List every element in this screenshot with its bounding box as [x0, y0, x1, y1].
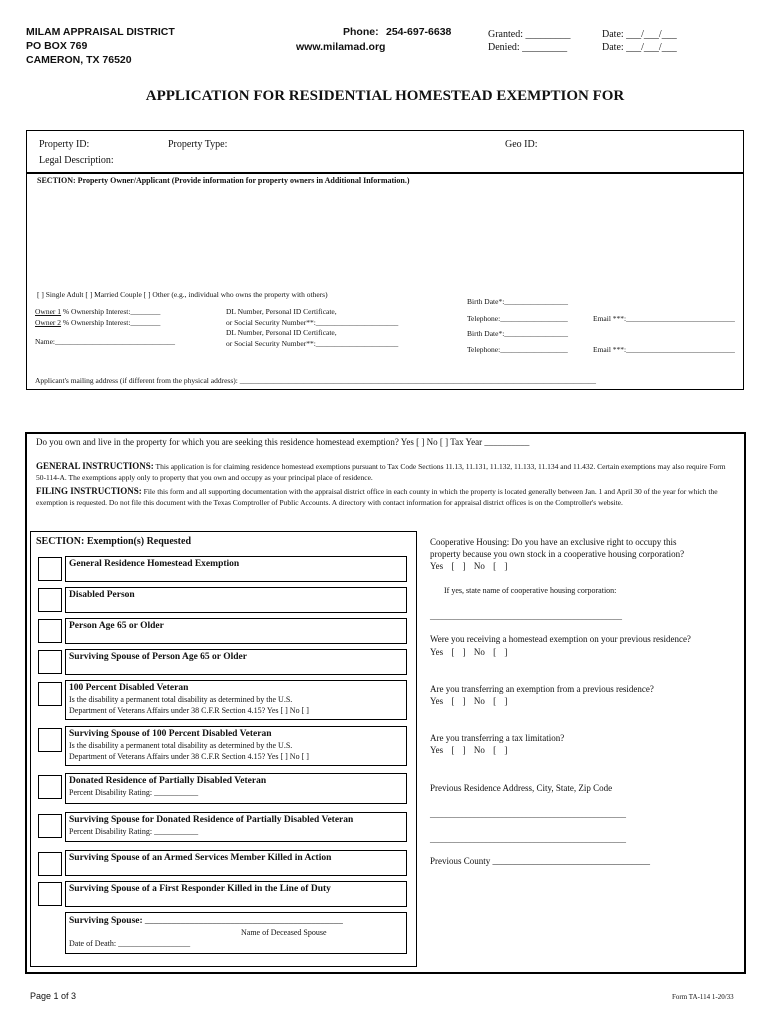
donated-checkbox[interactable] — [38, 775, 62, 799]
property-type-label: Property Type: — [168, 139, 228, 150]
armed-checkbox[interactable] — [38, 852, 62, 876]
disabled-person-checkbox[interactable] — [38, 588, 62, 612]
previous-address-field-2[interactable]: _________________________________________________ — [430, 835, 626, 844]
previous-homestead-yes-no[interactable]: Yes [ ] No [ ] — [430, 647, 508, 657]
dl1-label: DL Number, Personal ID Certificate, — [226, 307, 337, 316]
transfer-exemption-question: Are you transferring an exemption from a previous residence? — [430, 684, 654, 694]
dl1-field[interactable]: or Social Security Number**:______________________ — [226, 318, 399, 327]
mailing-address[interactable]: Applicant's mailing address (if different from the physical address): _______________________________________________________________________________________________ — [35, 376, 596, 385]
denied: Denied: _________ — [488, 42, 568, 53]
spouse65-label: Surviving Spouse of Person Age 65 or Older — [69, 652, 247, 662]
general-instructions — [36, 461, 726, 483]
telephone-1[interactable]: Telephone:__________________ — [467, 314, 568, 323]
property-box — [26, 130, 744, 174]
vet100-checkbox[interactable] — [38, 682, 62, 706]
owner2-line — [35, 318, 160, 327]
previous-homestead-question: Were you receiving a homestead exemption on your previous residence? — [430, 634, 691, 644]
general-label: GENERAL INSTRUCTIONS: — [36, 461, 154, 471]
previous-county-field[interactable]: Previous County ___________________________________ — [430, 856, 651, 866]
granted: Granted: _________ — [488, 29, 571, 40]
filing-label: FILING INSTRUCTIONS: — [36, 486, 142, 496]
deceased-spouse-caption: Name of Deceased Spouse — [241, 928, 327, 937]
sdonated-label: Surviving Spouse for Donated Residence of Partially Disabled Veteran — [69, 815, 354, 825]
tax-limitation-yes-no[interactable]: Yes [ ] No [ ] — [430, 745, 508, 755]
date-granted: Date: ___/___/___ — [602, 29, 677, 40]
sdonated-item — [65, 812, 407, 842]
geo-id-label: Geo ID: — [505, 139, 538, 150]
filing-instructions — [36, 486, 730, 508]
surviving-spouse-box — [65, 912, 407, 954]
disabled-person-item — [65, 587, 407, 613]
po-box: PO BOX 769 — [26, 40, 88, 52]
svet100-label: Surviving Spouse of 100 Percent Disabled Veteran — [69, 729, 272, 739]
owner1-interest[interactable]: % Ownership Interest:________ — [61, 307, 161, 316]
owner-section-heading: SECTION: Property Owner/Applicant (Provide information for property owners in Additional Information.) — [37, 176, 410, 185]
spouse65-checkbox[interactable] — [38, 650, 62, 674]
coop-name-field[interactable]: ________________________________________________ — [430, 612, 622, 621]
donated-label: Donated Residence of Partially Disabled Veteran — [69, 776, 267, 786]
responder-checkbox[interactable] — [38, 882, 62, 906]
tax-limitation-question: Are you transferring a tax limitation? — [430, 733, 565, 743]
owner-section — [26, 172, 744, 390]
coop-line-1: Cooperative Housing: Do you have an exclusive right to occupy this — [430, 537, 677, 547]
responder-label: Surviving Spouse of a First Responder Killed in the Line of Duty — [69, 884, 331, 894]
owner2-label: Owner 2 — [35, 318, 62, 327]
coop-line-2: property because you own stock in a cooperative housing corporation? — [430, 549, 685, 559]
sdonated-checkbox[interactable] — [38, 814, 62, 838]
vet100-item — [65, 680, 407, 720]
svet100-question-2[interactable]: Department of Veterans Affairs under 38 C.F.R Section 4.15? Yes [ ] No [ ] — [69, 752, 309, 761]
property-id-label: Property ID: — [39, 139, 90, 150]
surviving-spouse-label: Surviving Spouse: — [69, 916, 143, 926]
general-text: This application is for claiming residence homestead exemptions pursuant to Tax Code Sections 11.13, 11.131, 11.132, 11.133, 11.134 and 11.432. Certain exemptions may also require Form 50-114-A. The exemptions apply only to property that you own and occupy as your principal place of residence. — [36, 462, 726, 482]
exemption-heading: SECTION: Exemption(s) Requested — [36, 536, 192, 547]
age65-label: Person Age 65 or Older — [69, 621, 164, 631]
birth-date-1[interactable]: Birth Date*:_________________ — [467, 297, 569, 306]
general-homestead-item — [65, 556, 407, 582]
vet100-question-2[interactable]: Department of Veterans Affairs under 38 C.F.R Section 4.15? Yes [ ] No [ ] — [69, 706, 309, 715]
page-number: Page 1 of 3 — [30, 991, 77, 1001]
transfer-exemption-yes-no[interactable]: Yes [ ] No [ ] — [430, 696, 508, 706]
responder-item — [65, 881, 407, 907]
armed-item — [65, 850, 407, 876]
owner2-interest[interactable]: % Ownership Interest:________ — [61, 318, 161, 327]
svet100-checkbox[interactable] — [38, 728, 62, 752]
coop-yes-no[interactable]: Yes [ ] No [ ] — [430, 561, 508, 571]
name-field[interactable]: Name:________________________________ — [35, 337, 175, 346]
svet100-question-1: Is the disability a permanent total disability as determined by the U.S. — [69, 741, 293, 750]
age65-item — [65, 618, 407, 644]
spouse65-item — [65, 649, 407, 675]
age65-checkbox[interactable] — [38, 619, 62, 643]
dl2-field[interactable]: or Social Security Number**:______________________ — [226, 339, 399, 348]
coop-name-label: If yes, state name of cooperative housing corporation: — [444, 586, 617, 595]
website: www.milamad.org — [296, 41, 386, 53]
sdonated-rating[interactable]: Percent Disability Rating: ___________ — [69, 827, 199, 836]
phone-label: Phone: — [343, 26, 379, 38]
district-name: MILAM APPRAISAL DISTRICT — [26, 26, 175, 38]
previous-address-label: Previous Residence Address, City, State, Zip Code — [430, 783, 613, 793]
ownership-status[interactable]: [ ] Single Adult [ ] Married Couple [ ] Other (e.g., individual who owns the property with others) — [37, 290, 328, 299]
dl2-label: DL Number, Personal ID Certificate, — [226, 328, 337, 337]
email-2[interactable]: Email ***:_____________________________ — [593, 345, 735, 354]
telephone-2[interactable]: Telephone:__________________ — [467, 345, 568, 354]
page-title: APPLICATION FOR RESIDENTIAL HOMESTEAD EXEMPTION FOR — [145, 88, 625, 104]
owner1-line — [35, 307, 160, 316]
general-homestead-checkbox[interactable] — [38, 557, 62, 581]
birth-date-2[interactable]: Birth Date*:_________________ — [467, 329, 569, 338]
donated-rating[interactable]: Percent Disability Rating: ___________ — [69, 788, 199, 797]
vet100-question-1: Is the disability a permanent total disability as determined by the U.S. — [69, 695, 293, 704]
filing-text: File this form and all supporting documentation with the appraisal district office in each county in which the property is located generally between Jan. 1 and April 30 of the year for which the exemption is requested. Do not file this document with the Texas Comptroller of Public Accounts. A directory with contact information for appraisal district offices is on the Comptroller's website. — [36, 487, 718, 507]
legal-description-label: Legal Description: — [39, 155, 114, 166]
vet100-label: 100 Percent Disabled Veteran — [69, 683, 189, 693]
form-number: Form TA-114 1-20/33 — [672, 993, 734, 1001]
phone: 254-697-6638 — [386, 26, 452, 38]
city: CAMERON, TX 76520 — [26, 54, 132, 66]
own-live-question[interactable]: Do you own and live in the property for which you are seeking this residence homestead exemption? Yes [ ] No [ ] Tax Year __________ — [36, 437, 530, 447]
surviving-spouse-field[interactable]: ____________________________________________ — [142, 915, 343, 925]
email-1[interactable]: Email ***:_____________________________ — [593, 314, 735, 323]
donated-item — [65, 773, 407, 804]
svet100-item — [65, 726, 407, 766]
disabled-person-label: Disabled Person — [69, 590, 135, 600]
date-denied: Date: ___/___/___ — [602, 42, 677, 53]
owner1-label: Owner 1 — [35, 307, 62, 316]
date-of-death-field[interactable]: Date of Death: __________________ — [69, 939, 191, 948]
previous-address-field-1[interactable]: _________________________________________________ — [430, 810, 626, 819]
general-homestead-label: General Residence Homestead Exemption — [69, 559, 240, 569]
armed-label: Surviving Spouse of an Armed Services Member Killed in Action — [69, 853, 332, 863]
coop-question — [430, 536, 730, 572]
